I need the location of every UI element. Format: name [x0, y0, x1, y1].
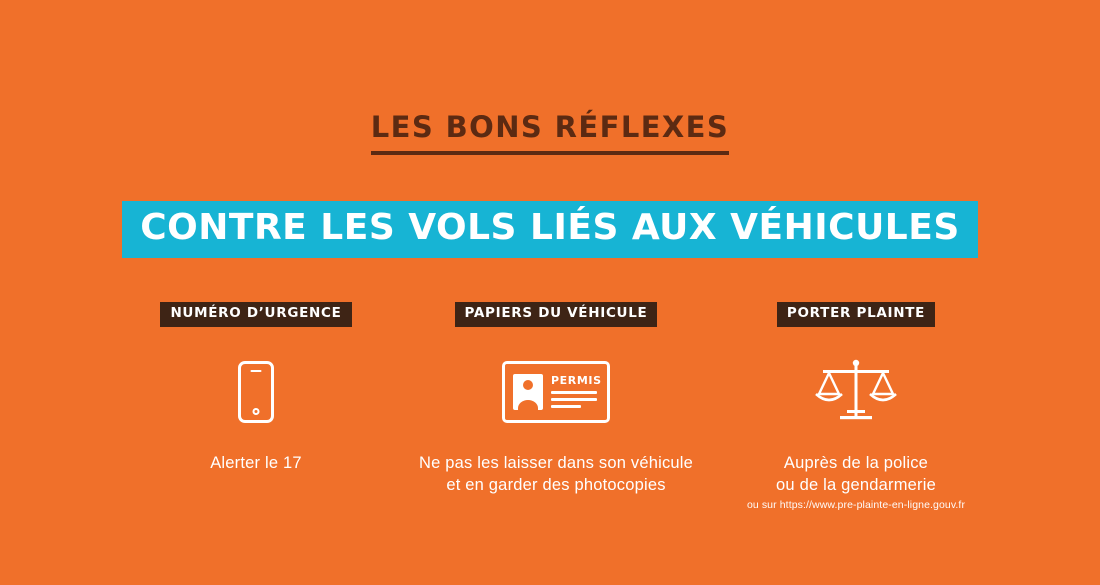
- icon-container-smartphone: [238, 349, 274, 435]
- caption-emergency-number: Alerter le 17: [210, 453, 302, 472]
- advice-columns: [0, 302, 1100, 512]
- icon-container-drivers-license: [502, 349, 610, 435]
- smartphone-icon: [238, 361, 274, 423]
- advice-column-vehicle-papers: [406, 302, 706, 496]
- status-badge-vehicle-papers: PAPIERS DU VÉHICULE: [455, 302, 658, 327]
- caption-line: ou de la gendarmerie: [776, 475, 936, 494]
- kicker-container: [371, 112, 729, 155]
- license-text-lines: [551, 375, 602, 408]
- caption-line: et en garder des photocopies: [446, 475, 666, 494]
- caption-file-complaint: [776, 453, 936, 497]
- scales-of-justice-icon: [813, 358, 899, 426]
- complaint-website-note: ou sur https://www.pre-plainte-en-ligne.gouv.fr: [746, 499, 966, 512]
- portrait-photo-icon: [513, 374, 543, 410]
- license-line: [551, 391, 597, 394]
- advice-column-file-complaint: [706, 302, 1006, 512]
- status-badge-emergency-number: NUMÉRO D’URGENCE: [160, 302, 351, 327]
- license-line: [551, 398, 597, 401]
- banner-container: [122, 201, 978, 258]
- caption-line: Auprès de la police: [783, 453, 929, 472]
- license-label: PERMIS: [551, 374, 602, 388]
- caption-vehicle-papers: [419, 453, 693, 497]
- advice-column-emergency-number: [106, 302, 406, 474]
- page-title-banner: CONTRE LES VOLS LIÉS AUX VÉHICULES: [122, 201, 978, 258]
- caption-line: Ne pas les laisser dans son véhicule: [418, 453, 694, 472]
- status-badge-file-complaint: PORTER PLAINTE: [777, 302, 935, 327]
- page-title-kicker: LES BONS RÉFLEXES: [371, 112, 729, 155]
- icon-container-scales: [813, 349, 899, 435]
- license-line: [551, 405, 581, 408]
- drivers-license-icon: [502, 361, 610, 423]
